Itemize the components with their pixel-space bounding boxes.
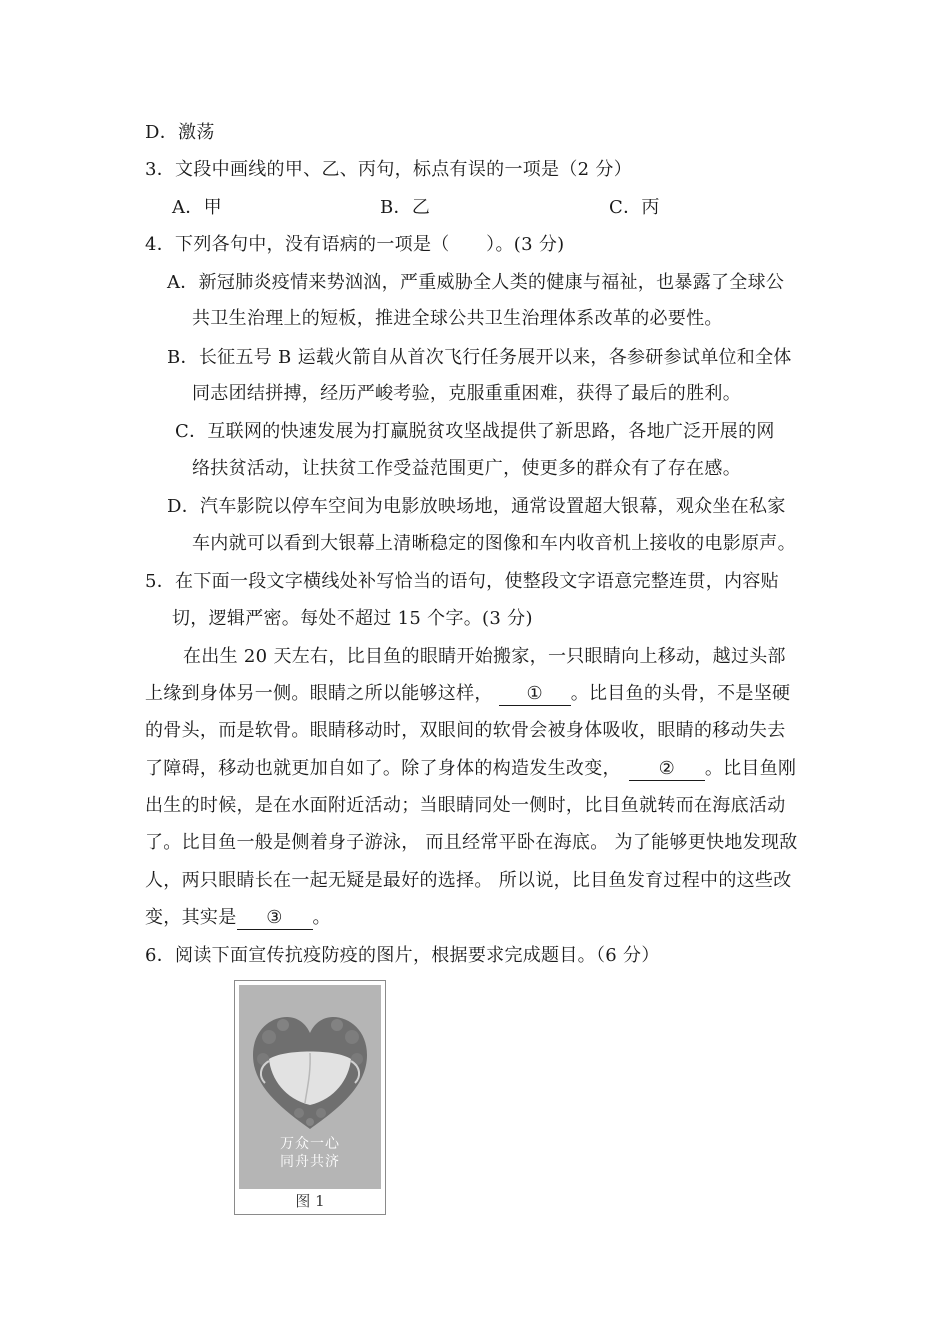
q4-option-d-line1: D．汽车影院以停车空间为电影放映场地，通常设置超大银幕，观众坐在私家: [167, 496, 786, 517]
q5-passage-line4: [145, 756, 796, 782]
q5-passage-line3: 的骨头，而是软骨。眼睛移动时，双眼间的软骨会被身体吸收，眼睛的移动失去: [145, 720, 786, 741]
q5-passage-line1: 在出生 20 天左右，比目鱼的眼睛开始搬家，一只眼睛向上移动，越过头部: [183, 646, 786, 667]
q4-option-b-line2: 同志团结拼搏，经历严峻考验，克服重重困难，获得了最后的胜利。: [192, 383, 741, 404]
poster-slogan-line1: 万众一心: [280, 1136, 340, 1152]
q3-option-a: A．甲: [172, 197, 222, 218]
q3-option-c: C．丙: [609, 197, 660, 218]
q5-passage-line2-before: 上缘到身体另一侧。眼睛之所以能够这样，: [145, 683, 493, 704]
q4-option-a-line1: A．新冠肺炎疫情来势汹汹，严重威胁全人类的健康与福祉，也暴露了全球公: [167, 272, 785, 293]
q4-option-c-line2: 络扶贫活动，让扶贫工作受益范围更广，使更多的群众有了存在感。: [192, 458, 741, 479]
answer-blank-2[interactable]: ②: [629, 758, 705, 781]
q5-passage-line2-after: 。比目鱼的头骨，不是坚硬: [570, 683, 791, 704]
q5-passage-line5: 出生的时候，是在水面附近活动；当眼睛同处一侧时，比目鱼就转而在海底活动: [145, 795, 786, 816]
q5-passage-line8-before: 变，其实是: [145, 907, 237, 928]
q3-stem: 3．文段中画线的甲、乙、丙句，标点有误的一项是（2 分）: [145, 159, 633, 180]
q5-passage-line2: [145, 681, 790, 707]
q5-passage-line7: 人，两只眼睛长在一起无疑是最好的选择。 所以说，比目鱼发育过程中的这些改: [145, 870, 792, 891]
q5-stem-line1: 5．在下面一段文字横线处补写恰当的语句，使整段文字语意完整连贯，内容贴: [145, 571, 779, 592]
q5-stem-line2: 切，逻辑严密。每处不超过 15 个字。(3 分): [172, 608, 533, 629]
q3-option-b: B．乙: [380, 197, 431, 218]
q5-passage-line8-after: 。: [312, 907, 331, 928]
poster-image: [239, 985, 381, 1189]
figure-caption: 图 1: [295, 1192, 325, 1210]
poster-figure: [234, 980, 386, 1215]
q6-stem: 6．阅读下面宣传抗疫防疫的图片，根据要求完成题目。（6 分）: [145, 945, 660, 966]
q5-passage-line4-before: 了障碍，移动也就更加自如了。除了身体的构造发生改变，: [145, 758, 621, 779]
q4-stem: 4．下列各句中，没有语病的一项是（ ）。(3 分): [145, 234, 565, 255]
q2-option-d: D．激荡: [145, 122, 215, 143]
answer-blank-1[interactable]: ①: [499, 683, 571, 706]
q5-passage-line6: 了。比目鱼一般是侧着身子游泳， 而且经常平卧在海底。 为了能够更快地发现敌: [145, 832, 798, 853]
q4-option-a-line2: 共卫生治理上的短板，推进全球公共卫生治理体系改革的必要性。: [192, 308, 723, 329]
q4-option-c-line1: C．互联网的快速发展为打赢脱贫攻坚战提供了新思路，各地广泛开展的网: [175, 421, 775, 442]
q4-option-b-line1: B．长征五号 B 运载火箭自从首次飞行任务展开以来，各参研参试单位和全体: [167, 347, 792, 368]
answer-blank-3[interactable]: ③: [237, 907, 313, 930]
q5-passage-line4-after: 。比目鱼刚: [704, 758, 797, 779]
q4-option-d-line2: 车内就可以看到大银幕上清晰稳定的图像和车内收音机上接收的电影原声。: [192, 533, 796, 554]
poster-slogan-line2: 同舟共济: [280, 1154, 340, 1170]
q5-passage-line8: [145, 905, 331, 931]
